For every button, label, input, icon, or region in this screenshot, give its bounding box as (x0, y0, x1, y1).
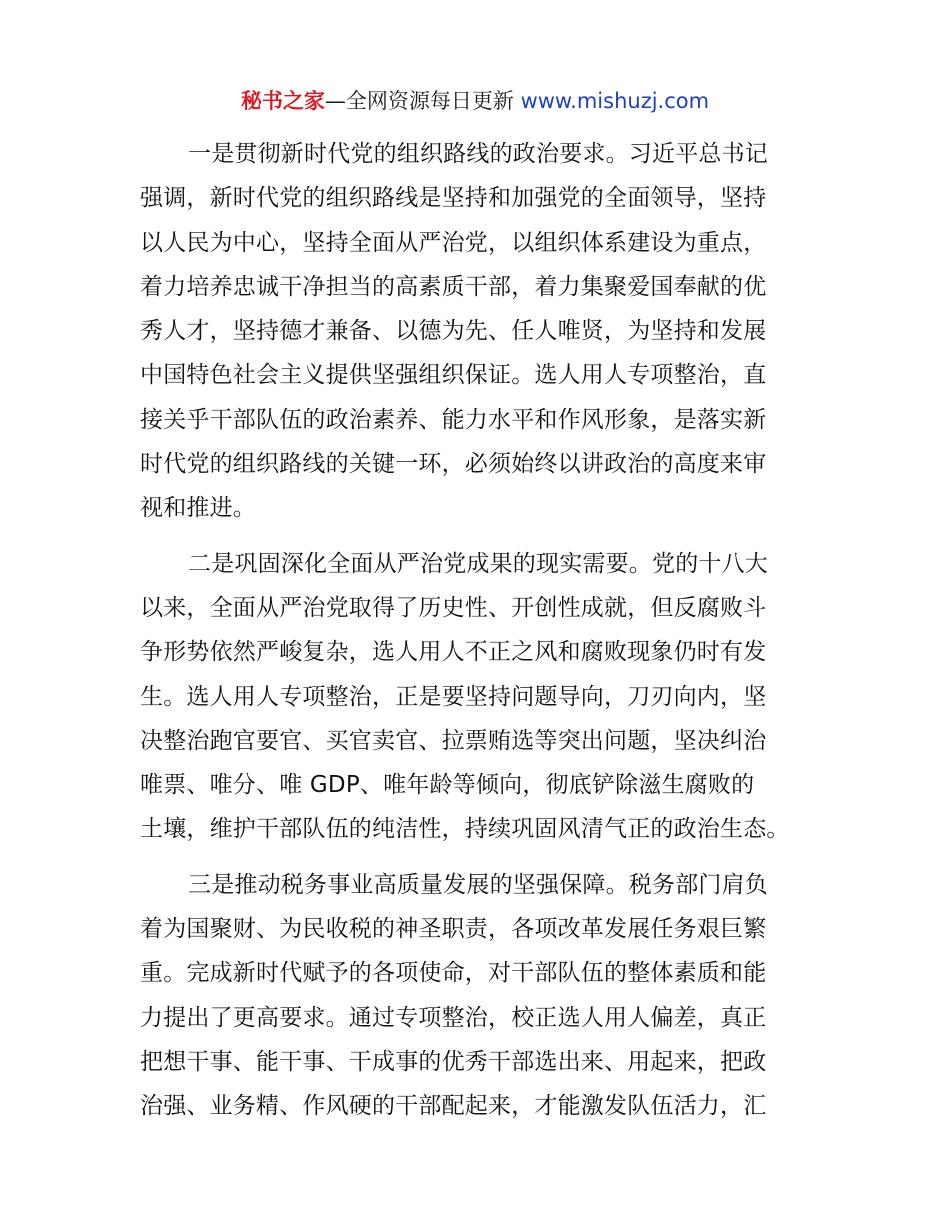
header-tagline: —全网资源每日更新 (324, 89, 521, 113)
text-line: 生。选人用人专项整治，正是要坚持问题导向，刀刃向内，坚 (140, 683, 767, 710)
text-line: 着为国聚财、为民收税的神圣职责，各项改革发展任务艰巨繁 (140, 916, 767, 943)
text-line: 强调，新时代党的组织路线是坚持和加强党的全面领导，坚持 (140, 185, 767, 212)
text-line: 时代党的组织路线的关键一环，必须始终以讲政治的高度来审 (140, 451, 767, 478)
text-line: 力提出了更高要求。通过专项整治，校正选人用人偏差，真正 (140, 1004, 767, 1031)
text-line: 决整治跑官要官、买官卖官、拉票贿选等突出问题，坚决纠治 (140, 727, 767, 754)
paragraph-2 (140, 542, 820, 852)
brand-name: 秘书之家 (240, 89, 325, 113)
text-line: 一是贯彻新时代党的组织路线的政治要求。习近平总书记 (188, 141, 768, 167)
page-header (0, 86, 950, 116)
text-line: 视和推进。 (140, 495, 256, 522)
text-line: 以人民为中心，坚持全面从严治党，以组织体系建设为重点， (140, 229, 767, 256)
text-line: 以来，全面从严治党取得了历史性、开创性成就，但反腐败斗 (140, 594, 767, 621)
text-line: 秀人才，坚持德才兼备、以德为先、任人唯贤，为坚持和发展 (140, 318, 767, 345)
text-line: 二是巩固深化全面从严治党成果的现实需要。党的十八大 (188, 550, 768, 577)
paragraph-1 (140, 132, 820, 531)
site-link[interactable]: www.mishuzj.com (520, 89, 710, 113)
text-line: 重。完成新时代赋予的各项使命，对干部队伍的整体素质和能 (140, 960, 767, 987)
text-line: 着力培养忠诚干净担当的高素质干部，着力集聚爱国奉献的优 (140, 273, 767, 300)
document-body (140, 132, 820, 1140)
text-line: 中国特色社会主义提供坚强组织保证。选人用人专项整治，直 (140, 362, 767, 389)
text-line: 把想干事、能干事、干成事的优秀干部选出来、用起来，把政 (140, 1048, 767, 1075)
text-line: 土壤，维护干部队伍的纯洁性，持续巩固风清气正的政治生态。 (140, 816, 790, 843)
text-line: 治强、业务精、作风硬的干部配起来，才能激发队伍活力，汇 (140, 1093, 767, 1120)
text-line: 唯票、唯分、唯 GDP、唯年龄等倾向，彻底铲除滋生腐败的 (140, 772, 755, 799)
text-line: 争形势依然严峻复杂，选人用人不正之风和腐败现象仍时有发 (140, 639, 767, 666)
paragraph-3 (140, 863, 820, 1129)
text-line: 三是推动税务事业高质量发展的坚强保障。税务部门肩负 (188, 871, 768, 898)
text-line: 接关乎干部队伍的政治素养、能力水平和作风形象，是落实新 (140, 406, 767, 433)
